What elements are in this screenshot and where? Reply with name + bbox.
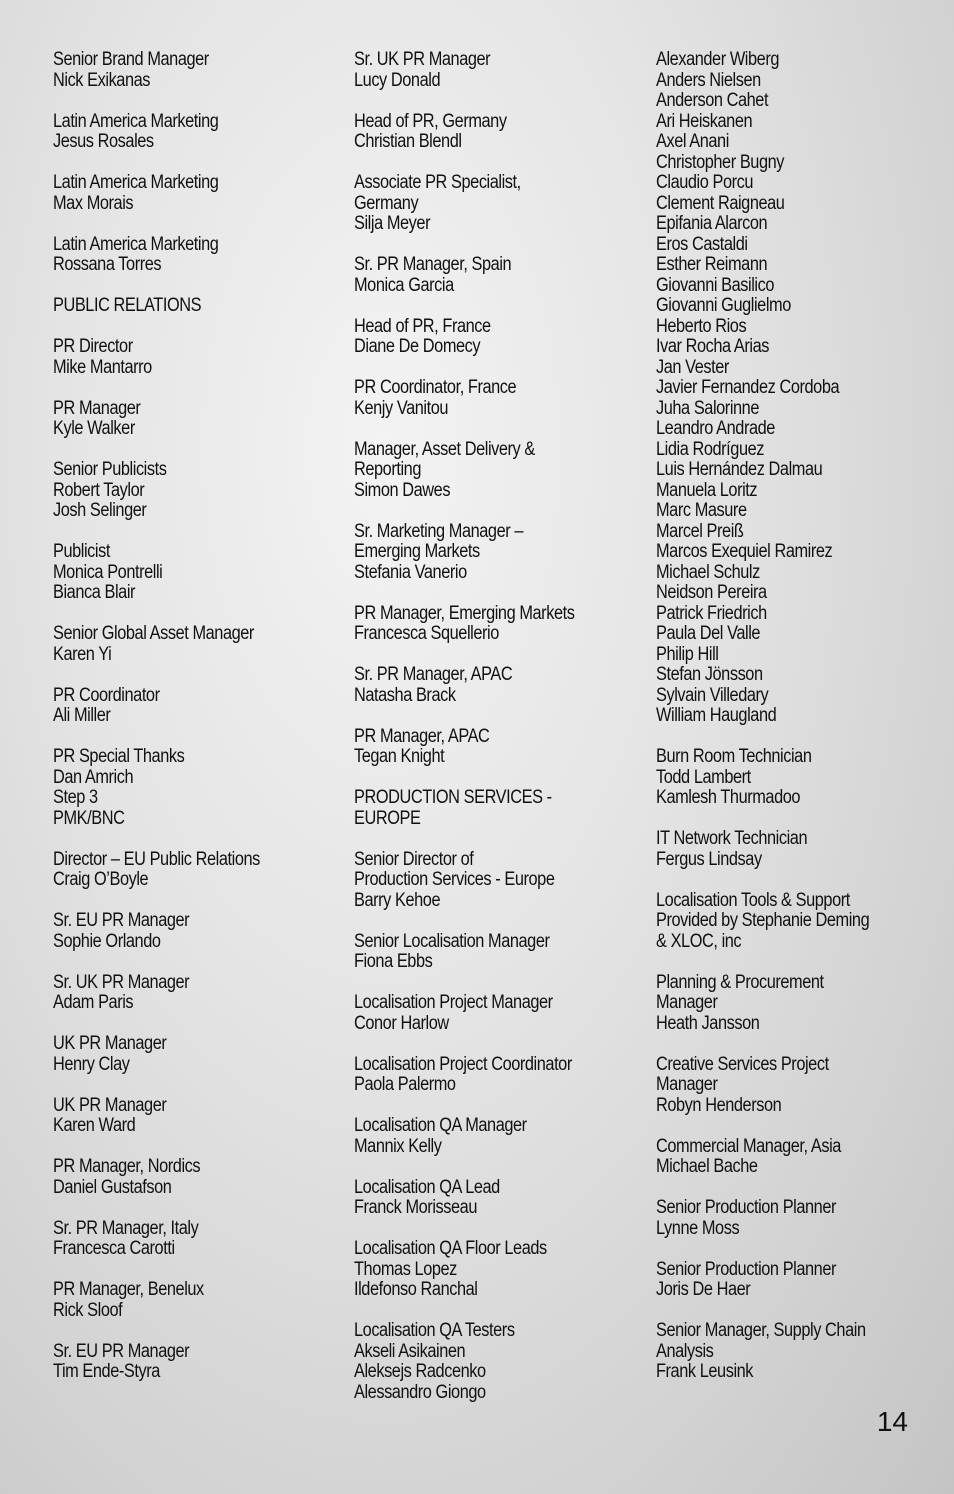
- credit-entry: [354, 993, 644, 1034]
- credit-heading: Publicist: [53, 541, 110, 562]
- credit-line: Robyn Henderson: [656, 1094, 782, 1116]
- credit-line: Eros Castaldi: [656, 233, 748, 255]
- credit-line: Heberto Rios: [656, 315, 747, 337]
- credit-entry: [354, 50, 644, 91]
- credit-entry: [354, 850, 644, 912]
- credit-line: Mannix Kelly: [354, 1135, 442, 1157]
- credit-heading: Senior Manager, Supply Chain: [656, 1320, 866, 1341]
- credit-entry: [656, 1198, 936, 1239]
- credit-line: Akseli Asikainen: [354, 1340, 466, 1362]
- credit-line: Paola Palermo: [354, 1074, 456, 1095]
- credit-entry: [354, 1239, 644, 1301]
- credit-entry: [53, 50, 343, 91]
- credit-heading: Localisation QA Manager: [354, 1115, 527, 1136]
- credit-heading: PR Manager, Benelux: [53, 1279, 204, 1300]
- credit-entry: [354, 1116, 644, 1157]
- credit-heading: PR Coordinator, France: [354, 377, 517, 398]
- credit-entry: [656, 50, 936, 727]
- credits-column-2: [354, 50, 644, 1424]
- credit-line: Daniel Gustafson: [53, 1176, 172, 1198]
- credit-line: Thomas Lopez: [354, 1258, 457, 1280]
- credit-heading: Sr. PR Manager, APAC: [354, 664, 513, 685]
- credit-entry: [354, 255, 644, 296]
- credit-heading: Sr. UK PR Manager: [354, 49, 491, 70]
- credit-entry: [354, 788, 644, 829]
- credit-heading: Commercial Manager, Asia: [656, 1135, 841, 1157]
- credit-entry: [53, 1157, 343, 1198]
- credit-entry: [53, 112, 343, 153]
- credit-entry: [656, 1321, 936, 1383]
- credit-line: Heath Jansson: [656, 1012, 760, 1034]
- credit-line: Dan Amrich: [53, 766, 134, 788]
- credit-line: Lucy Donald: [354, 69, 441, 91]
- credit-entry: [656, 1260, 936, 1301]
- credit-line: Francesca Carotti: [53, 1238, 175, 1259]
- credit-line: Juha Salorinne: [656, 397, 759, 419]
- credit-entry: [354, 932, 644, 973]
- credit-entry: [53, 337, 343, 378]
- credit-entry: [53, 1034, 343, 1075]
- credit-line: Kamlesh Thurmadoo: [656, 787, 801, 808]
- credit-entry: [656, 747, 936, 809]
- credit-line: Frank Leusink: [656, 1361, 754, 1382]
- credit-line: Giovanni Guglielmo: [656, 295, 791, 316]
- credit-entry: [354, 378, 644, 419]
- credit-line: Jan Vester: [656, 356, 729, 378]
- credit-entry: [53, 911, 343, 952]
- credit-heading: PR Coordinator: [53, 684, 160, 706]
- page-number: 14: [876, 1406, 908, 1437]
- credit-line: Stefan Jönsson: [656, 664, 763, 685]
- credit-heading: Director – EU Public Relations: [53, 848, 260, 870]
- credit-line: Michael Bache: [656, 1156, 758, 1177]
- credit-line: Karen Yi: [53, 643, 112, 665]
- credit-entry: [354, 727, 644, 768]
- credit-line: Marcos Exequiel Ramirez: [656, 541, 833, 562]
- credit-heading: Senior Production Planner: [656, 1197, 837, 1218]
- credit-line: Tim Ende-Styra: [53, 1361, 160, 1382]
- credit-heading: Sr. PR Manager, Spain: [354, 254, 512, 275]
- credit-line: Lidia Rodríguez: [656, 438, 765, 460]
- credit-line: Luis Hernández Dalmau: [656, 459, 823, 480]
- credit-line: Kyle Walker: [53, 418, 135, 439]
- credit-heading: Localisation QA Floor Leads: [354, 1238, 547, 1259]
- credit-heading: UK PR Manager: [53, 1033, 167, 1054]
- credit-entry: [354, 1321, 644, 1403]
- credit-heading: Senior Production Planner: [656, 1258, 837, 1280]
- credit-entry: [53, 624, 343, 665]
- credit-line: Clement Raigneau: [656, 192, 785, 214]
- credit-heading: Senior Localisation Manager: [354, 930, 550, 952]
- credit-line: Philip Hill: [656, 643, 719, 665]
- credit-entry: [656, 973, 936, 1035]
- credit-heading: PR Director: [53, 336, 133, 357]
- credit-entry: [53, 686, 343, 727]
- credit-line: Claudio Porcu: [656, 172, 754, 193]
- credits-column-3: [656, 50, 936, 1403]
- credit-line: Alessandro Giongo: [354, 1381, 486, 1403]
- credit-line: Aleksejs Radcenko: [354, 1361, 486, 1382]
- credit-entry: [354, 522, 644, 584]
- credit-heading: PR Manager, APAC: [354, 725, 490, 747]
- credit-heading: Sr. UK PR Manager: [53, 971, 190, 993]
- credit-line: Simon Dawes: [354, 479, 451, 501]
- credit-line: Anderson Cahet: [656, 90, 769, 111]
- credit-entry: [354, 665, 644, 706]
- credit-heading: PR Manager, Emerging Markets: [354, 602, 575, 624]
- credit-heading: Localisation Tools & Support: [656, 889, 850, 911]
- credit-line: Production Services - Europe: [354, 869, 555, 890]
- credit-entry: [354, 173, 644, 235]
- credit-line: Sophie Orlando: [53, 930, 161, 952]
- credit-line: Francesca Squellerio: [354, 623, 499, 644]
- credit-line: Ali Miller: [53, 705, 111, 726]
- credit-line: Patrick Friedrich: [656, 602, 767, 624]
- credit-line: Tegan Knight: [354, 746, 445, 767]
- credit-line: Reporting: [354, 459, 421, 480]
- credit-entry: [53, 1219, 343, 1260]
- credit-line: Lynne Moss: [656, 1217, 740, 1239]
- credit-line: Michael Schulz: [656, 561, 760, 583]
- credit-heading: PUBLIC RELATIONS: [53, 295, 202, 316]
- credit-entry: [53, 1280, 343, 1321]
- credit-entry: [53, 296, 343, 317]
- credit-heading: Associate PR Specialist,: [354, 172, 521, 193]
- credit-heading: Senior Publicists: [53, 459, 167, 480]
- credit-line: Analysis: [656, 1340, 714, 1362]
- credit-line: Adam Paris: [53, 992, 134, 1013]
- credit-line: Christian Blendl: [354, 131, 462, 152]
- credit-line: Conor Harlow: [354, 1012, 449, 1034]
- credit-line: Sylvain Villedary: [656, 684, 769, 706]
- credit-heading: Sr. Marketing Manager –: [354, 520, 524, 542]
- credit-line: Craig O’Boyle: [53, 869, 149, 890]
- credit-heading: UK PR Manager: [53, 1094, 167, 1116]
- credit-entry: [656, 1055, 936, 1117]
- credit-line: Monica Garcia: [354, 274, 454, 296]
- credit-line: Emerging Markets: [354, 541, 480, 562]
- credit-entry: [53, 399, 343, 440]
- credit-line: Javier Fernandez Cordoba: [656, 377, 840, 398]
- credits-column-1: [53, 50, 343, 1403]
- credit-heading: Localisation QA Testers: [354, 1320, 515, 1341]
- credit-entry: [53, 1342, 343, 1383]
- credit-entry: [53, 850, 343, 891]
- credit-heading: Localisation Project Manager: [354, 992, 553, 1013]
- credit-heading: PRODUCTION SERVICES -: [354, 787, 552, 808]
- credit-line: Robert Taylor: [53, 479, 145, 501]
- credit-line: PMK/BNC: [53, 807, 125, 829]
- credit-line: Barry Kehoe: [354, 889, 441, 911]
- credit-line: Neidson Pereira: [656, 582, 767, 603]
- credit-line: Leandro Andrade: [656, 418, 775, 439]
- credit-entry: [53, 542, 343, 604]
- credit-heading: Senior Global Asset Manager: [53, 623, 254, 644]
- credit-line: Jesus Rosales: [53, 131, 154, 152]
- credit-heading: PR Manager, Nordics: [53, 1156, 201, 1177]
- credit-line: Mike Mantarro: [53, 356, 152, 378]
- credit-heading: Senior Brand Manager: [53, 49, 209, 70]
- credit-line: Axel Anani: [656, 131, 729, 152]
- credit-heading: Localisation Project Coordinator: [354, 1053, 572, 1075]
- credit-line: Ivar Rocha Arias: [656, 336, 770, 357]
- credit-line: Germany: [354, 192, 419, 214]
- credit-heading: PR Special Thanks: [53, 746, 185, 767]
- credit-heading: Alexander Wiberg: [656, 49, 780, 70]
- credit-heading: Creative Services Project: [656, 1053, 829, 1075]
- credit-line: Anders Nielsen: [656, 69, 761, 91]
- credit-line: Karen Ward: [53, 1115, 136, 1136]
- credit-entry: [53, 973, 343, 1014]
- credit-line: Marc Masure: [656, 500, 747, 521]
- credit-line: Giovanni Basilico: [656, 274, 775, 296]
- credit-line: Marcel Preiß: [656, 520, 744, 542]
- credit-line: EUROPE: [354, 807, 421, 829]
- credit-line: Todd Lambert: [656, 766, 751, 788]
- credit-heading: Localisation QA Lead: [354, 1176, 500, 1198]
- credit-line: Silja Meyer: [354, 213, 431, 234]
- credit-line: Natasha Brack: [354, 684, 456, 706]
- credit-line: Diane De Domecy: [354, 336, 481, 357]
- credit-entry: [354, 112, 644, 153]
- credit-line: Bianca Blair: [53, 582, 136, 603]
- credit-line: Monica Pontrelli: [53, 561, 163, 583]
- credit-heading: Head of PR, Germany: [354, 110, 507, 132]
- credit-line: Rick Sloof: [53, 1299, 123, 1321]
- credit-entry: [354, 440, 644, 502]
- credit-line: Max Morais: [53, 192, 134, 214]
- credit-line: Step 3: [53, 787, 98, 808]
- credit-entry: [354, 1178, 644, 1219]
- credit-line: Fergus Lindsay: [656, 848, 762, 870]
- credit-entry: [656, 891, 936, 953]
- credit-heading: Latin America Marketing: [53, 110, 219, 132]
- credit-line: Stefania Vanerio: [354, 561, 467, 583]
- credit-line: Fiona Ebbs: [354, 951, 433, 972]
- credit-heading: Burn Room Technician: [656, 746, 812, 767]
- credit-line: Kenjy Vanitou: [354, 397, 449, 419]
- credit-entry: [656, 1137, 936, 1178]
- credit-line: Henry Clay: [53, 1053, 130, 1075]
- credit-line: Provided by Stephanie Deming: [656, 910, 870, 931]
- credit-heading: Sr. EU PR Manager: [53, 910, 190, 931]
- credit-heading: Latin America Marketing: [53, 172, 219, 193]
- credit-heading: Manager, Asset Delivery &: [354, 438, 535, 460]
- credit-heading: Sr. PR Manager, Italy: [53, 1217, 199, 1239]
- credit-entry: [53, 235, 343, 276]
- credit-entry: [53, 1096, 343, 1137]
- credit-line: Manager: [656, 1074, 718, 1095]
- credit-line: Manager: [656, 992, 718, 1013]
- credit-line: Paula Del Valle: [656, 623, 761, 644]
- credit-line: Christopher Bugny: [656, 151, 785, 173]
- credit-line: Epifania Alarcon: [656, 213, 768, 234]
- credit-line: Rossana Torres: [53, 254, 162, 275]
- credit-line: Joris De Haer: [656, 1279, 751, 1300]
- credit-line: & XLOC, inc: [656, 930, 742, 952]
- credit-entry: [354, 1055, 644, 1096]
- credit-line: William Haugland: [656, 705, 777, 726]
- credit-heading: IT Network Technician: [656, 828, 808, 849]
- credit-line: Esther Reimann: [656, 254, 768, 275]
- credit-entry: [53, 460, 343, 522]
- credit-heading: Head of PR, France: [354, 315, 491, 337]
- credit-line: Josh Selinger: [53, 500, 147, 521]
- credit-line: Nick Exikanas: [53, 69, 151, 91]
- credit-entry: [354, 317, 644, 358]
- credit-line: Manuela Loritz: [656, 479, 758, 501]
- credit-heading: PR Manager: [53, 397, 141, 419]
- credit-heading: Senior Director of: [354, 848, 474, 870]
- credit-line: Ari Heiskanen: [656, 110, 753, 132]
- credit-line: Ildefonso Ranchal: [354, 1279, 478, 1300]
- credit-entry: [53, 747, 343, 829]
- credit-entry: [656, 829, 936, 870]
- credit-entry: [354, 604, 644, 645]
- credit-heading: Sr. EU PR Manager: [53, 1340, 190, 1362]
- credit-heading: Latin America Marketing: [53, 233, 219, 255]
- credit-line: Franck Morisseau: [354, 1197, 477, 1218]
- credit-heading: Planning & Procurement: [656, 971, 824, 993]
- credit-entry: [53, 173, 343, 214]
